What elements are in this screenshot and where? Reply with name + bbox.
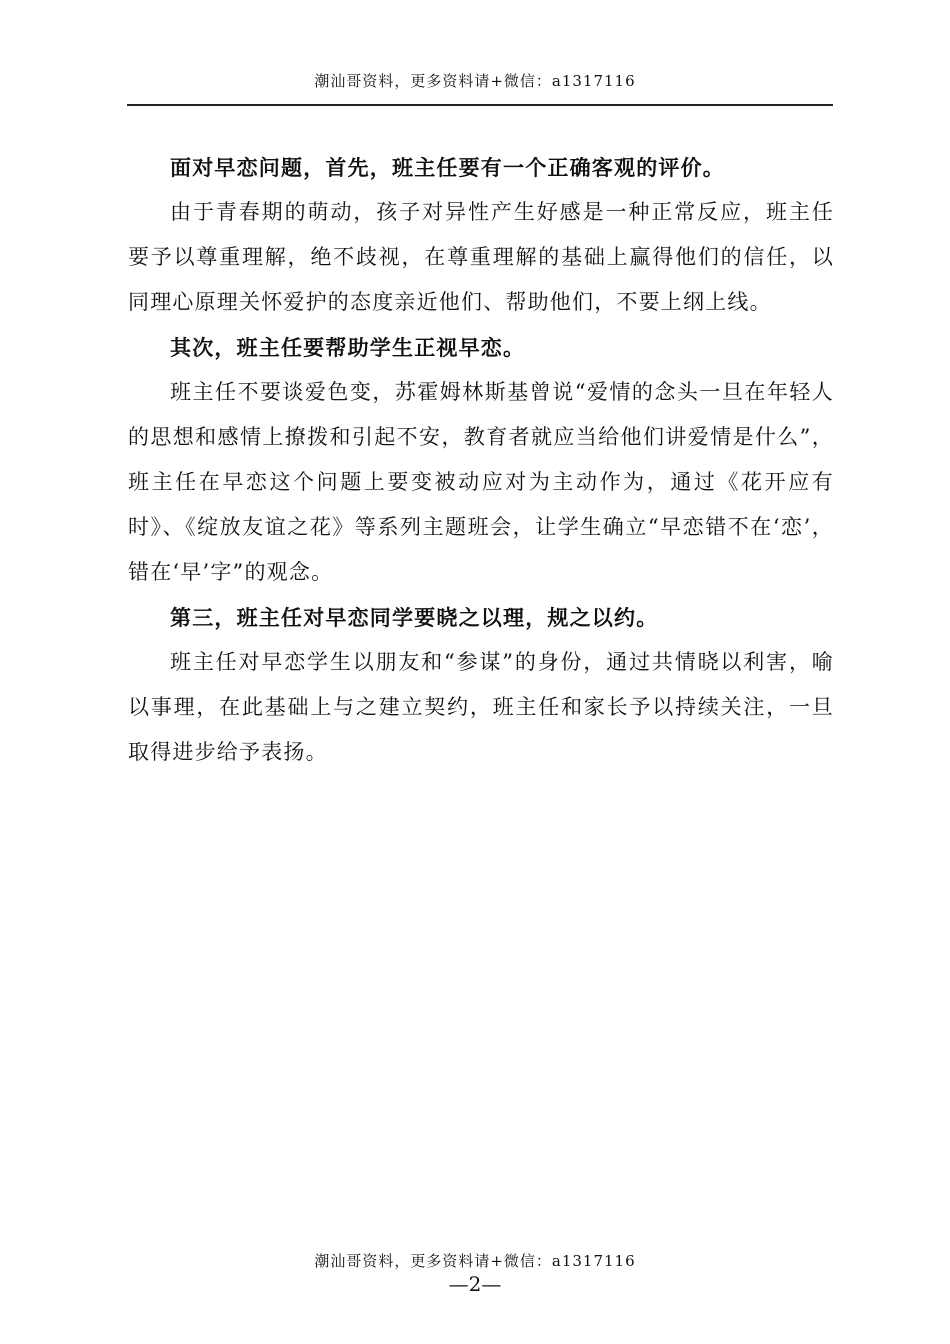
- section-heading-3: 第三，班主任对早恋同学要晓之以理，规之以约。: [170, 605, 659, 630]
- body-paragraph-1: 由于青春期的萌动，孩子对异性产生好感是一种正常反应，班主任要予以尊重理解，绝不歧视，在尊重理解的基础上赢得他们的信任，以同理心原理关怀爱护的态度亲近他们、帮助他们，不要上纲上线。: [128, 200, 834, 314]
- section-heading-1: 面对早恋问题，首先，班主任要有一个正确客观的评价。: [170, 155, 725, 180]
- page-number: —2—: [448, 1272, 502, 1296]
- body-paragraph-3: 班主任对早恋学生以朋友和“参谋”的身份，通过共情晓以利害，喻以事理，在此基础上与之建立契约，班主任和家长予以持续关注，一旦取得进步给予表扬。: [128, 650, 834, 764]
- section-heading-2: 其次，班主任要帮助学生正视早恋。: [170, 335, 526, 360]
- header-text: 潮汕哥资料，更多资料请+微信：a1317116: [314, 72, 636, 90]
- footer-text: 潮汕哥资料，更多资料请+微信：a1317116: [314, 1252, 636, 1270]
- body-paragraph-2: 班主任不要谈爱色变，苏霍姆林斯基曾说“爱情的念头一旦在年轻人的思想和感情上撩拨和引起不安，教育者就应当给他们讲爱情是什么”，班主任在早恋这个问题上要变被动应对为主动作为，通过《花开应有时》、《绽放友谊之花》等系列主题班会，让学生确立“早恋错不在‘恋’，错在‘早’字”的观念。: [128, 380, 834, 584]
- document-body: [128, 145, 834, 775]
- header-divider: [127, 104, 833, 106]
